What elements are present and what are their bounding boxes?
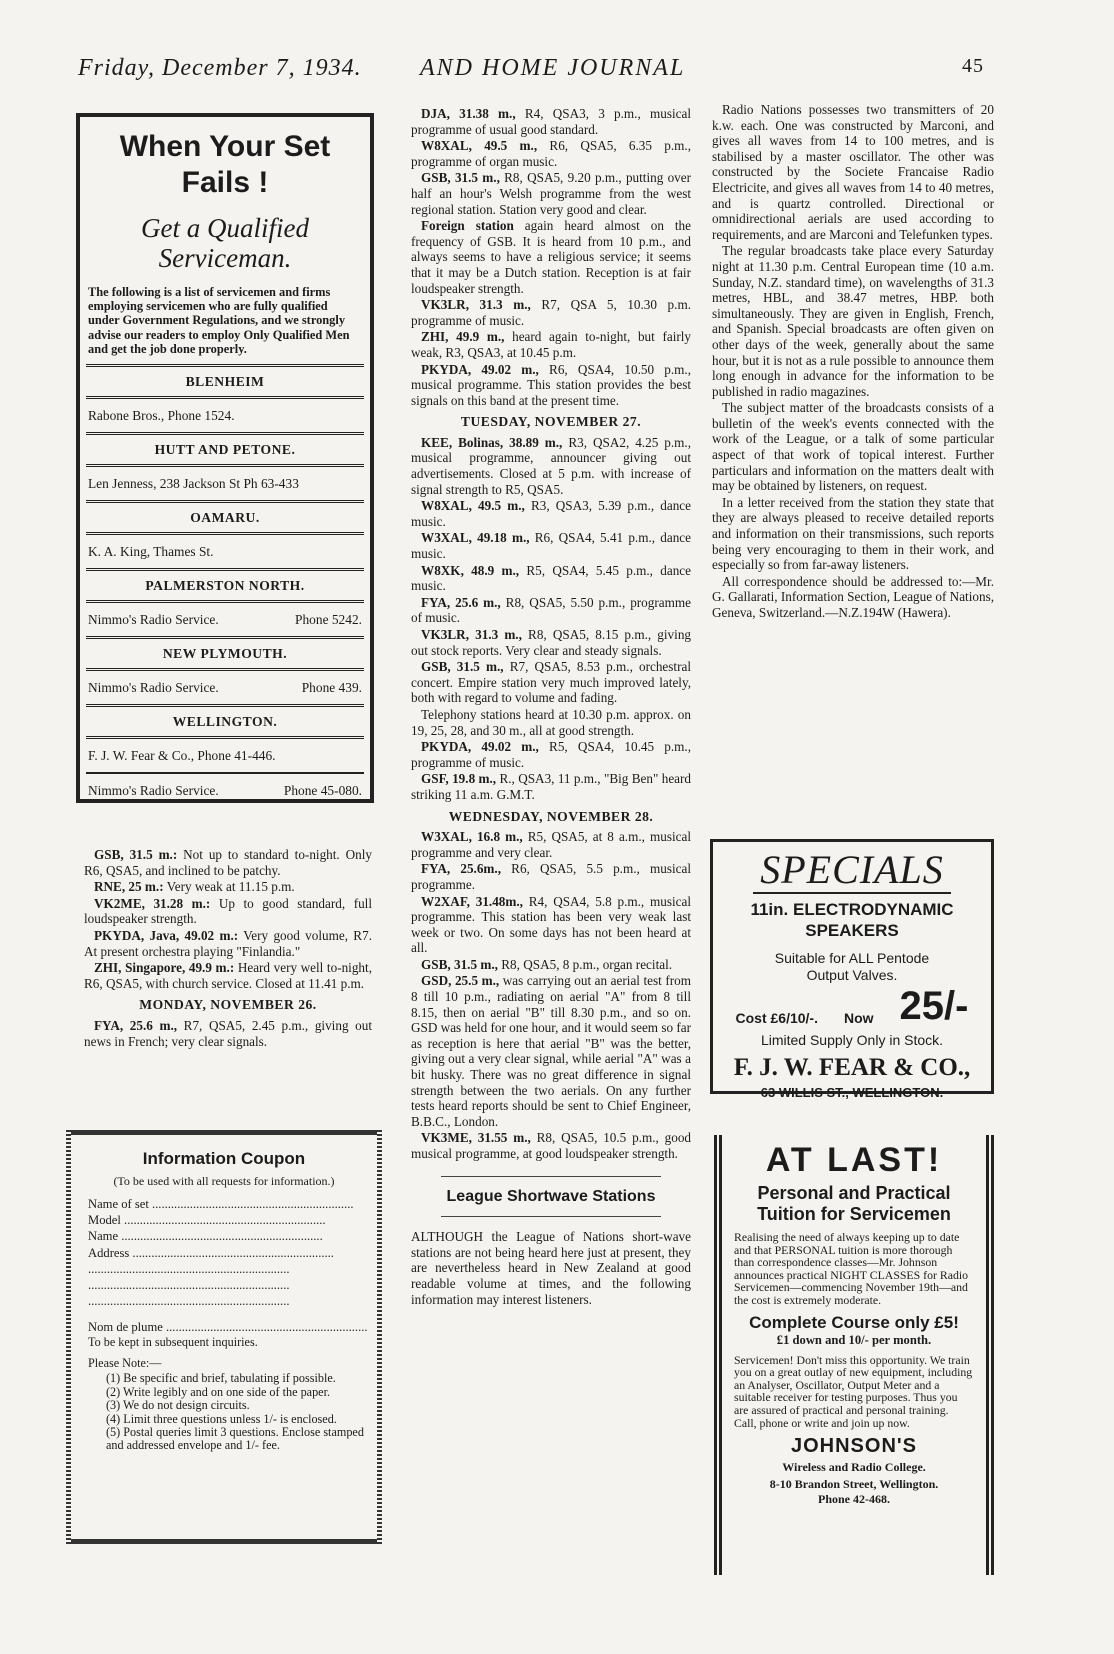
station-report — [411, 170, 691, 217]
station-report — [411, 894, 691, 956]
report-text: R7, QSA5, 8.53 p.m., orchestral concert. Empire station very much improved lately, both with regard to volume and fading. — [411, 659, 691, 706]
report-text: R5, QSA4, 10.45 p.m., programme of music. — [411, 739, 691, 770]
station-report — [84, 928, 372, 959]
report-text: R3, QSA2, 4.25 p.m., musical programme, announcer giving out advertisements. Closed at 5 p.m. with increase of signal strength to R5, QSA5. — [411, 434, 691, 497]
entry-name: Nimmo's Radio Service. — [88, 680, 219, 696]
column-2-text — [411, 106, 691, 1308]
station-name: PKYDA, 49.02 m., — [421, 739, 539, 755]
report-text: Very weak at 11.15 p.m. — [166, 879, 295, 895]
station-name: W8XAL, 49.5 m., — [421, 498, 525, 514]
serviceman-entry — [86, 736, 364, 772]
station-report — [84, 896, 372, 927]
coupon-field[interactable] — [88, 1261, 370, 1277]
report-text: R8, QSA5, 9.20 p.m., putting over half an hour's Welsh programme from the west regional station. Station very good and clear. — [411, 170, 692, 217]
entry-phone: Phone 45-080. — [283, 783, 362, 799]
station-report — [411, 595, 691, 626]
specials-cost: Cost £6/10/-. — [735, 1010, 818, 1026]
coupon-note-item: (1) Be specific and brief, tabulating if possible. — [106, 1371, 336, 1386]
report-text: heard again to-night, but fairly weak, R3, QSA3, at 10.45 p.m. — [411, 329, 692, 360]
station-report — [84, 847, 372, 878]
article-paragraph: All correspondence should be addressed to:—Mr. G. Gallarati, Information Section, League of Nations, Geneva, Switzerland.—N.Z.194W (Hawera). — [712, 573, 994, 620]
specials-advert — [710, 839, 994, 1100]
entry-name: K. A. King, Thames St. — [88, 544, 214, 560]
report-text: R8, QSA5, 5.50 p.m., programme of music. — [411, 594, 691, 626]
station-report — [411, 861, 691, 892]
report-text: R6, QSA5, 5.5 p.m., musical programme. — [411, 861, 691, 892]
coupon-title: Information Coupon — [142, 1149, 306, 1168]
report-text: R8, QSA5, 10.5 p.m., good musical programme, at good loudspeaker strength. — [411, 1130, 692, 1161]
specials-address: 63 WILLIS ST., WELLINGTON. — [760, 1085, 944, 1100]
report-text: R., QSA3, 11 p.m., "Big Ben" heard striking 11 a.m. G.M.T. — [411, 771, 692, 802]
tuition-body: Realising the need of always keeping up to date and that PERSONAL tuition is more thorough than correspondence classes—Mr. Johnson announces practical NIGHT CLASSES for Radio Servicemen—commencing November 19th—and the cost is extremely moderate. — [734, 1230, 969, 1307]
station-name: GSB, 31.5 m.: — [94, 847, 178, 862]
station-report — [411, 530, 691, 561]
coupon-note-item: (3) We do not design circuits. — [106, 1398, 250, 1413]
coupon-field[interactable] — [88, 1277, 370, 1293]
station-name: W8XAL, 49.5 m., — [421, 138, 538, 154]
entry-phone: Phone 5242. — [295, 612, 362, 628]
station-report — [411, 707, 691, 738]
entry-name: F. J. W. Fear & Co., Phone 41-446. — [88, 748, 276, 764]
servicemen-box — [76, 113, 374, 803]
station-name: W3XAL, 49.18 m., — [421, 530, 530, 546]
serviceman-entry — [86, 600, 364, 636]
report-text: Very good volume, R7. At present orchestra playing "Finlandia." — [84, 927, 372, 959]
city-heading: PALMERSTON NORTH. — [86, 568, 364, 600]
information-coupon — [66, 1130, 382, 1544]
station-report — [411, 218, 691, 296]
specials-limited: Limited Supply Only in Stock. — [760, 1032, 944, 1048]
johnsons-advert — [714, 1135, 994, 1575]
station-report — [411, 973, 691, 1129]
coupon-field[interactable] — [88, 1293, 370, 1309]
coupon-note-item: (5) Postal queries limit 3 questions. Enclose stamped and addressed envelope and 1/- fee. — [106, 1425, 364, 1453]
station-name: FYA, 25.6 m., — [94, 1017, 178, 1033]
article-paragraph: The regular broadcasts take place every Saturday night at 11.30 p.m. Central European time (10 a.m. Sunday, N.Z. standard time), on wavelengths of 31.3 metres, HBL, and 38.47 metres, HBP. both simultaneously. They are given in English, French, and Spanish. Special broadcasts are often given on other days of the week, generally about the same hour, but it is not as a rule possible to announce them long enough in advance for the information to be published in radio magazines. — [712, 243, 994, 399]
at-last-title: AT LAST! — [765, 1141, 943, 1179]
station-name: ZHI, 49.9 m., — [421, 329, 505, 345]
report-text: Up to good standard, full loudspeaker strength. — [84, 895, 373, 927]
johnsons-name: JOHNSON'S — [790, 1435, 917, 1458]
station-name: W3XAL, 16.8 m., — [421, 829, 523, 845]
station-name: GSB, 31.5 m., — [421, 170, 500, 186]
station-name: VK3ME, 31.55 m., — [421, 1130, 531, 1146]
report-text: R6, QSA4, 5.41 p.m., dance music. — [411, 530, 691, 562]
box-subtitle: Get a Qualified Serviceman. — [141, 213, 309, 273]
station-name: GSB, 31.5 m., — [421, 659, 504, 675]
college-address: 8-10 Brandon Street, Wellington. — [769, 1477, 939, 1492]
station-report — [411, 771, 691, 802]
coupon-field[interactable]: Name of set ..... — [88, 1196, 370, 1212]
article-paragraph: The subject matter of the broadcasts consists of a bulletin of the week's events connected with the work of the League, or a talk of some particular aspect of that work of topical interest. Further particulars and information on the matters dealt with may be obtained by listeners, on request. — [712, 400, 994, 494]
report-text: R5, QSA5, at 8 a.m., musical programme and very clear. — [411, 829, 692, 860]
report-text: R4, QSA3, 3 p.m., musical programme of usual good standard. — [411, 106, 692, 137]
station-name: FYA, 25.6 m., — [421, 594, 501, 610]
column-1-text — [84, 847, 372, 1050]
entry-name: Len Jenness, 238 Jackson St Ph 63-433 — [88, 476, 299, 492]
serviceman-entry — [86, 772, 364, 807]
serviceman-entry — [86, 464, 364, 500]
station-report — [411, 329, 691, 360]
report-text: R8, QSA5, 8 p.m., organ recital. — [501, 956, 673, 972]
tuition-body-2: Servicemen! Don't miss this opportunity. We train you on a great outlay of new equipment, including an Analyser, Oscillator, Output Meter and a suitable receiver for testing purposes. Thus you are assured of practical and personal training. Call, phone or write and join up now. — [734, 1352, 973, 1430]
station-name: DJA, 31.38 m., — [421, 106, 516, 121]
coupon-field[interactable]: Name ..... — [88, 1228, 370, 1244]
course-terms: £1 down and 10/- per month. — [776, 1332, 932, 1347]
college-phone: Phone 42-468. — [818, 1492, 890, 1507]
station-report — [411, 435, 691, 497]
article-paragraph: Radio Nations possesses two transmitters of 20 k.w. each. One was constructed by Marconi, and gives all waves from 14 to 100 metres, and is stabilised by a master oscillator. The other was constructed by the Societe Francaise Radio Electricite, and gives all waves from 14 to 40 metres, and is quartz controlled. Directional or omnidirectional aerials are used according to requirements, and are Marconi and Telefunken types. — [712, 102, 994, 242]
serviceman-entry — [86, 532, 364, 568]
station-name: ZHI, Singapore, 49.9 m.: — [94, 960, 235, 976]
specials-firm: F. J. W. FEAR & CO., — [733, 1054, 971, 1081]
specials-price: 25/- — [899, 984, 969, 1028]
station-name: VK3LR, 31.3 m., — [421, 627, 522, 642]
station-report — [411, 627, 691, 658]
station-report — [411, 138, 691, 169]
coupon-kept: To be kept in subsequent inquiries. — [88, 1334, 258, 1349]
entry-name: Nimmo's Radio Service. — [88, 783, 219, 799]
station-name: W2XAF, 31.48m., — [421, 893, 523, 909]
specials-now: Now — [843, 1010, 874, 1026]
report-text: R7, QSA5, 2.45 p.m., giving out news in French; very clear signals. — [84, 1017, 372, 1049]
page-number: 45 — [962, 55, 984, 77]
city-list — [86, 364, 364, 807]
header-date: Friday, December 7, 1934. — [78, 55, 362, 81]
station-name: PKYDA, Java, 49.02 m.: — [94, 927, 239, 943]
city-heading: WELLINGTON. — [86, 704, 364, 736]
serviceman-entry — [86, 396, 364, 432]
report-text: was carrying out an aerial test from 8 till 10 p.m., radiating on aerial "A" from 8 till 8.15, then on aerial "B" till 8.30 p.m., and so on. GSD was held for one hour, and it would seem so far as reception is here that aerial "B" was the better, giving out a very clear signal, while aerial "A" was a bit husky. There was no great difference in signal strength between the two aerials. On any further tests heard reports should be sent to Chief Engineer, B.B.C., London. — [411, 973, 692, 1129]
coupon-note-item: (2) Write legibly and on one side of the paper. — [106, 1384, 331, 1399]
specials-title: SPECIALS — [760, 847, 944, 892]
station-name: VK3LR, 31.3 m., — [421, 297, 531, 313]
coupon-notes — [106, 1372, 370, 1452]
city-heading: BLENHEIM — [86, 364, 364, 396]
station-report — [411, 362, 691, 409]
header-title: AND HOME JOURNAL — [420, 55, 686, 81]
station-report — [411, 297, 691, 328]
station-report — [84, 879, 372, 895]
station-name: W8XK, 48.9 m., — [421, 562, 520, 578]
coupon-subtitle: (To be used with all requests for information.) — [113, 1174, 335, 1188]
station-report — [411, 106, 691, 137]
station-report — [411, 957, 691, 973]
box-intro: The following is a list of servicemen and firms employing servicemen who are fully qualified under Government Regulations, and we strongly advise our readers to employ Only Qualified Men and get the job done properly. — [88, 285, 350, 356]
station-name: RNE, 25 m.: — [94, 879, 164, 895]
report-text: R3, QSA3, 5.39 p.m., dance music. — [411, 498, 691, 529]
city-heading: OAMARU. — [86, 500, 364, 532]
station-name: PKYDA, 49.02 m., — [421, 361, 539, 377]
day-heading: WEDNESDAY, NOVEMBER 28. — [448, 808, 654, 824]
specials-line2: SPEAKERS — [805, 921, 899, 940]
report-text: R8, QSA5, 8.15 p.m., giving out stock reports. Very clear and steady signals. — [411, 627, 692, 658]
entry-name: Nimmo's Radio Service. — [88, 612, 219, 628]
station-report — [411, 1130, 691, 1161]
column-3-text — [712, 102, 994, 622]
report-text: R5, QSA4, 5.45 p.m., dance music. — [411, 562, 691, 594]
station-name: Foreign station — [421, 218, 514, 234]
station-report — [411, 563, 691, 594]
station-name: FYA, 25.6m., — [421, 861, 502, 877]
coupon-field[interactable]: Model ..... — [88, 1212, 370, 1228]
report-text: R4, QSA4, 5.8 p.m., musical programme. This station has been very weak last week or two. On some days has not been heard at all. — [411, 893, 691, 956]
station-name: GSF, 19.8 m., — [421, 771, 497, 787]
station-report — [84, 1018, 372, 1049]
entry-name: Rabone Bros., Phone 1524. — [88, 408, 235, 424]
station-name: GSB, 31.5 m., — [421, 956, 498, 972]
station-name: KEE, Bolinas, 38.89 m., — [421, 434, 563, 450]
report-text: Not up to standard to-night. Only R6, QSA5, and inclined to be patchy. — [84, 847, 372, 878]
day-heading: MONDAY, NOVEMBER 26. — [139, 997, 317, 1013]
report-text: R6, QSA4, 10.50 p.m., musical programme. This station provides the best signals on this band at the present time. — [411, 361, 691, 408]
entry-phone: Phone 439. — [301, 680, 362, 696]
course-price: Complete Course only £5! — [749, 1312, 959, 1332]
tuition-heading: Personal and Practical Tuition for Servicemen — [757, 1183, 951, 1224]
coupon-fields — [88, 1196, 370, 1309]
station-report — [411, 829, 691, 860]
report-text: R6, QSA5, 6.35 p.m., programme of organ music. — [411, 138, 691, 169]
coupon-field[interactable]: Address ..... — [88, 1245, 370, 1261]
specials-line1: 11in. ELECTRODYNAMIC — [750, 900, 954, 919]
report-text: again heard almost on the frequency of GSB. It is heard from 10 p.m., and always seems to have a religious service; it seems that it may be a Dutch station. Reception is at fair loudspeaker strength. — [411, 218, 692, 296]
report-text: R7, QSA 5, 10.30 p.m. programme of music. — [411, 297, 691, 328]
station-report — [411, 659, 691, 706]
specials-suitable: Suitable for ALL Pentode Output Valves. — [774, 950, 930, 983]
report-text: Telephony stations heard at 10.30 p.m. approx. on 19, 25, 28, and 30 m., all at good strength. — [411, 706, 691, 738]
league-heading: League Shortwave Stations — [441, 1176, 661, 1218]
box-title: When Your Set Fails ! — [119, 130, 331, 199]
league-intro: ALTHOUGH the League of Nations short-wave stations are not being heard here just at present, they are nevertheless heard in New Zealand at good readable volume at times, and the following information may interest listeners. — [411, 1229, 691, 1307]
station-name: GSD, 25.5 m., — [421, 973, 500, 989]
city-heading: HUTT AND PETONE. — [86, 432, 364, 464]
day-heading: TUESDAY, NOVEMBER 27. — [460, 414, 642, 430]
report-text: Heard very well to-night, R6, QSA5, with church service. Closed at 11.41 p.m. — [84, 960, 372, 991]
college-name: Wireless and Radio College. — [782, 1460, 926, 1475]
city-heading: NEW PLYMOUTH. — [86, 636, 364, 668]
station-report — [411, 739, 691, 770]
station-report — [411, 498, 691, 529]
station-name: VK2ME, 31.28 m.: — [94, 895, 211, 911]
serviceman-entry — [86, 668, 364, 704]
article-paragraph: In a letter received from the station they state that they are always pleased to receive detailed reports and information on their transmissions, such reports being very encouraging to them in their work, and especially so from far-away listeners. — [712, 494, 994, 573]
coupon-note: Please Note:— — [88, 1356, 162, 1371]
station-report — [84, 960, 372, 991]
nom-de-plume-field[interactable]: Nom de plume ..... — [88, 1319, 370, 1335]
coupon-note-item: (4) Limit three questions unless 1/- is enclosed. — [106, 1411, 337, 1426]
